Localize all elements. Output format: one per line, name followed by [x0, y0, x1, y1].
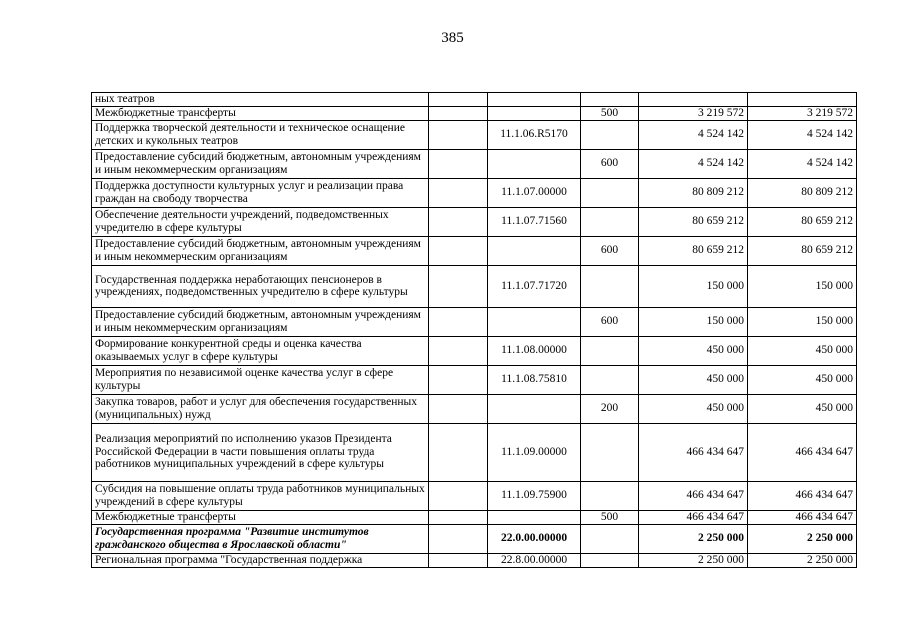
row-kvr-cell	[581, 120, 639, 149]
table-row	[92, 365, 857, 394]
table-row	[92, 394, 857, 423]
row-code-cell	[488, 510, 581, 524]
row-kvr-cell	[581, 265, 639, 307]
row-name-cell: Закупка товаров, работ и услуг для обеспечения государственных (муниципальных) нужд	[92, 394, 429, 423]
row-name-cell: Мероприятия по независимой оценке качества услуг в сфере культуры	[92, 365, 429, 394]
row-kvr-cell: 600	[581, 236, 639, 265]
row-kvr-cell: 600	[581, 307, 639, 336]
row-code-cell: 22.0.00.00000	[488, 524, 581, 553]
row-value-2020-cell: 80 659 212	[748, 207, 857, 236]
row-value-2020-cell: 450 000	[748, 336, 857, 365]
row-kvr-cell: 500	[581, 510, 639, 524]
row-kvr-cell	[581, 93, 639, 107]
row-name-cell: Государственная поддержка неработающих пенсионеров в учреждениях, подведомственных учредителю в сфере культуры	[92, 265, 429, 307]
row-value-2020-cell: 466 434 647	[748, 510, 857, 524]
row-value-2020-cell: 466 434 647	[748, 481, 857, 510]
row-name-cell: Поддержка доступности культурных услуг и реализации права граждан на свободу творчества	[92, 178, 429, 207]
row-code-cell	[488, 307, 581, 336]
row-code-cell	[488, 149, 581, 178]
row-empty-cell	[429, 423, 488, 481]
row-code-cell	[488, 106, 581, 120]
row-kvr-cell: 500	[581, 106, 639, 120]
table-row	[92, 106, 857, 120]
table-row	[92, 336, 857, 365]
row-value-2019-cell: 4 524 142	[639, 149, 748, 178]
row-empty-cell	[429, 93, 488, 107]
row-empty-cell	[429, 336, 488, 365]
row-kvr-cell: 600	[581, 149, 639, 178]
row-code-cell: 11.1.08.75810	[488, 365, 581, 394]
row-code-cell: 11.1.07.00000	[488, 178, 581, 207]
row-value-2019-cell: 466 434 647	[639, 423, 748, 481]
row-value-2019-cell: 2 250 000	[639, 524, 748, 553]
row-name-cell: Формирование конкурентной среды и оценка качества оказываемых услуг в сфере культуры	[92, 336, 429, 365]
row-name-cell: Региональная программа "Государственная поддержка	[92, 553, 429, 567]
table-row	[92, 120, 857, 149]
row-value-2019-cell: 450 000	[639, 336, 748, 365]
row-kvr-cell	[581, 481, 639, 510]
row-empty-cell	[429, 524, 488, 553]
row-value-2019-cell: 2 250 000	[639, 553, 748, 567]
table-row	[92, 553, 857, 567]
row-empty-cell	[429, 149, 488, 178]
row-value-2020-cell: 466 434 647	[748, 423, 857, 481]
row-value-2020-cell: 80 809 212	[748, 178, 857, 207]
table-row	[92, 265, 857, 307]
table-row	[92, 207, 857, 236]
row-name-cell: Обеспечение деятельности учреждений, подведомственных учредителю в сфере культуры	[92, 207, 429, 236]
row-code-cell: 11.1.09.00000	[488, 423, 581, 481]
row-kvr-cell	[581, 365, 639, 394]
row-value-2020-cell	[748, 93, 857, 107]
row-code-cell: 11.1.09.75900	[488, 481, 581, 510]
table-row	[92, 524, 857, 553]
row-name-cell: Реализация мероприятий по исполнению указов Президента Российской Федерации в части повышения оплаты труда работников муниципальных учреждений в сфере культуры	[92, 423, 429, 481]
row-value-2019-cell: 466 434 647	[639, 481, 748, 510]
row-code-cell: 11.1.07.71720	[488, 265, 581, 307]
row-empty-cell	[429, 106, 488, 120]
budget-table	[91, 92, 857, 568]
row-code-cell: 22.8.00.00000	[488, 553, 581, 567]
table-row	[92, 307, 857, 336]
row-value-2019-cell: 80 809 212	[639, 178, 748, 207]
row-empty-cell	[429, 394, 488, 423]
row-kvr-cell	[581, 178, 639, 207]
row-empty-cell	[429, 510, 488, 524]
row-value-2020-cell: 150 000	[748, 265, 857, 307]
table-row	[92, 236, 857, 265]
row-value-2019-cell: 450 000	[639, 365, 748, 394]
row-value-2020-cell: 4 524 142	[748, 120, 857, 149]
row-code-cell	[488, 93, 581, 107]
table-row	[92, 178, 857, 207]
row-empty-cell	[429, 307, 488, 336]
row-value-2019-cell: 4 524 142	[639, 120, 748, 149]
row-value-2019-cell: 80 659 212	[639, 207, 748, 236]
row-code-cell: 11.1.08.00000	[488, 336, 581, 365]
row-empty-cell	[429, 481, 488, 510]
row-code-cell: 11.1.07.71560	[488, 207, 581, 236]
row-name-cell: Межбюджетные трансферты	[92, 106, 429, 120]
row-value-2020-cell: 4 524 142	[748, 149, 857, 178]
table-row	[92, 149, 857, 178]
row-kvr-cell	[581, 207, 639, 236]
row-name-cell: Межбюджетные трансферты	[92, 510, 429, 524]
row-empty-cell	[429, 207, 488, 236]
row-empty-cell	[429, 178, 488, 207]
row-name-cell: Субсидия на повышение оплаты труда работников муниципальных учреждений в сфере культуры	[92, 481, 429, 510]
row-kvr-cell	[581, 524, 639, 553]
row-empty-cell	[429, 120, 488, 149]
row-kvr-cell	[581, 423, 639, 481]
row-kvr-cell: 200	[581, 394, 639, 423]
row-value-2020-cell: 2 250 000	[748, 553, 857, 567]
row-value-2020-cell: 2 250 000	[748, 524, 857, 553]
row-name-cell: Государственная программа "Развитие институтов гражданского общества в Ярославской области"	[92, 524, 429, 553]
row-name-cell: Предоставление субсидий бюджетным, автономным учреждениям и иным некоммерческим организациям	[92, 307, 429, 336]
row-empty-cell	[429, 265, 488, 307]
row-value-2020-cell: 450 000	[748, 365, 857, 394]
row-empty-cell	[429, 236, 488, 265]
row-kvr-cell	[581, 553, 639, 567]
row-code-cell	[488, 236, 581, 265]
row-value-2019-cell: 150 000	[639, 265, 748, 307]
row-value-2019-cell: 3 219 572	[639, 106, 748, 120]
table-row	[92, 510, 857, 524]
page-number: 385	[441, 30, 464, 46]
row-kvr-cell	[581, 336, 639, 365]
row-name-cell: Поддержка творческой деятельности и техническое оснащение детских и кукольных театров	[92, 120, 429, 149]
row-value-2020-cell: 450 000	[748, 394, 857, 423]
row-empty-cell	[429, 365, 488, 394]
row-value-2020-cell: 150 000	[748, 307, 857, 336]
row-name-cell: Предоставление субсидий бюджетным, автономным учреждениям и иным некоммерческим организациям	[92, 149, 429, 178]
table-row	[92, 423, 857, 481]
row-value-2019-cell: 450 000	[639, 394, 748, 423]
row-empty-cell	[429, 553, 488, 567]
row-value-2019-cell: 150 000	[639, 307, 748, 336]
row-value-2019-cell: 80 659 212	[639, 236, 748, 265]
table-row	[92, 93, 857, 107]
row-name-cell: Предоставление субсидий бюджетным, автономным учреждениям и иным некоммерческим организациям	[92, 236, 429, 265]
row-value-2020-cell: 80 659 212	[748, 236, 857, 265]
row-value-2020-cell: 3 219 572	[748, 106, 857, 120]
row-code-cell	[488, 394, 581, 423]
row-value-2019-cell	[639, 93, 748, 107]
row-value-2019-cell: 466 434 647	[639, 510, 748, 524]
row-code-cell: 11.1.06.R5170	[488, 120, 581, 149]
row-name-cell: ных театров	[92, 93, 429, 107]
table-row	[92, 481, 857, 510]
